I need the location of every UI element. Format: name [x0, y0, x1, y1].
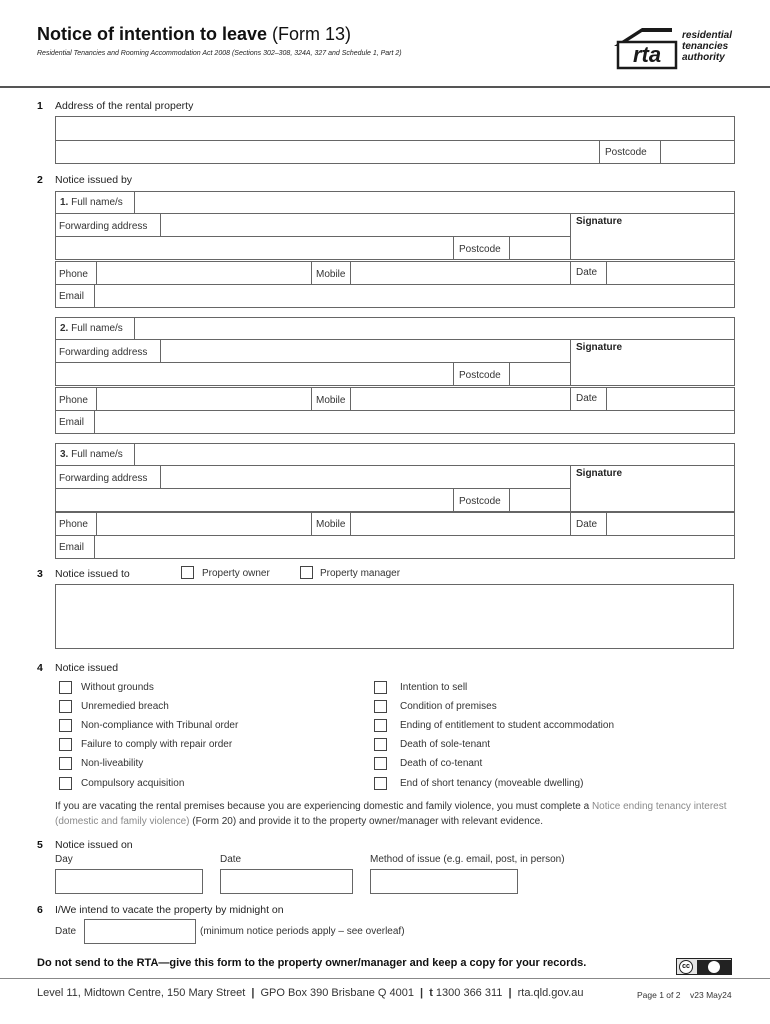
postcode-label: Postcode: [459, 370, 501, 381]
phone-input[interactable]: [97, 261, 311, 285]
day-input[interactable]: [55, 869, 203, 894]
section-6-number: 6: [37, 904, 43, 916]
date-label: Date: [576, 519, 598, 530]
footer-contact: Level 11, Midtown Centre, 150 Mary Street | GPO Box 390 Brisbane Q 4001 | t 1300 366 311 | rta.qld.gov.au: [37, 987, 584, 999]
section-5-title: Notice issued on: [55, 839, 133, 851]
mobile-input[interactable]: [351, 512, 570, 536]
person-number: 2.: [60, 323, 69, 334]
forwarding-label-cell: [55, 339, 161, 363]
footer-website-link[interactable]: rta.qld.gov.au: [517, 987, 584, 999]
cc-icon: cc: [679, 960, 693, 974]
postcode-label: Postcode: [459, 496, 501, 507]
date-input[interactable]: [607, 387, 735, 411]
dfv-note-text: If you are vacating the rental premises because you are experiencing domestic and family violence, you must complete a: [55, 801, 590, 812]
date-label-cell: [570, 261, 607, 285]
full-name-text: Full name/s: [71, 449, 123, 460]
recipient-details-input[interactable]: [55, 584, 734, 649]
signature-box[interactable]: [570, 465, 735, 512]
logo-line-2: tenancies: [682, 41, 729, 52]
person-block-1: [55, 191, 735, 308]
reason-label: Without grounds: [81, 682, 154, 693]
section-2-title: Notice issued by: [55, 174, 133, 186]
page-title: [37, 24, 351, 45]
postcode-input[interactable]: [661, 140, 735, 164]
postcode-cell: [453, 362, 510, 386]
property-owner-checkbox[interactable]: [181, 566, 194, 579]
mobile-label: Mobile: [316, 519, 346, 530]
logo-line-3: authority: [682, 52, 725, 63]
page-number: Page 1 of 2: [637, 990, 681, 1000]
date-label-cell: [570, 387, 607, 411]
full-name-label-cell: [55, 191, 135, 214]
reason-checkbox[interactable]: [374, 738, 387, 751]
title-bold: Notice of intention to leave: [37, 24, 268, 44]
property-owner-label: Property owner: [202, 568, 270, 579]
warning-text: Do not send to the RTA—give this form to the property owner/manager and keep a copy for your records.: [37, 957, 587, 969]
issue-date-input[interactable]: [220, 869, 353, 894]
person-number: 1.: [60, 197, 69, 208]
postcode-label: Postcode: [459, 244, 501, 255]
email-input[interactable]: [55, 410, 735, 434]
reason-checkbox[interactable]: [374, 777, 387, 790]
phone-label: Phone: [59, 395, 88, 406]
reason-label: Death of co-tenant: [400, 758, 483, 769]
mobile-label: Mobile: [316, 269, 346, 280]
full-name-input[interactable]: [55, 317, 735, 340]
reason-checkbox[interactable]: [59, 757, 72, 770]
phone-label: Phone: [59, 269, 88, 280]
by-icon: [708, 961, 720, 973]
form-20-link[interactable]: Notice ending: [591, 801, 654, 812]
notice-period-note: (minimum notice periods apply – see overleaf): [200, 926, 405, 937]
mobile-label-cell: [311, 512, 351, 536]
section-3-number: 3: [37, 568, 43, 580]
forwarding-address-label: Forwarding address: [59, 221, 148, 232]
postcode-cell: [453, 236, 510, 260]
reason-label: Intention to sell: [400, 682, 468, 693]
section-4-number: 4: [37, 662, 43, 674]
address-line-1-input[interactable]: [55, 116, 735, 141]
footer-phone: 1300 366 311: [435, 987, 503, 999]
issue-date-label: Date: [220, 854, 242, 865]
forwarding-address-label: Forwarding address: [59, 473, 148, 484]
dfv-note-text-end: (Form 20) and provide it to the property owner/manager with relevant evidence.: [192, 816, 544, 827]
reason-checkbox[interactable]: [374, 700, 387, 713]
phone-label-cell: [55, 261, 97, 285]
mobile-label-cell: [311, 387, 351, 411]
section-3-title: Notice issued to: [55, 568, 130, 580]
email-label: Email: [59, 542, 85, 553]
reason-checkbox[interactable]: [59, 719, 72, 732]
signature-label: Signature: [576, 468, 623, 479]
mobile-label: Mobile: [316, 395, 346, 406]
day-label: Day: [55, 854, 73, 865]
reason-checkbox[interactable]: [59, 681, 72, 694]
section-2-number: 2: [37, 174, 43, 186]
mobile-input[interactable]: [351, 387, 570, 411]
forwarding-label-cell: [55, 465, 161, 489]
full-name-label-cell: [55, 317, 135, 340]
phone-label-cell: [55, 387, 97, 411]
reason-label: Unremedied breach: [81, 701, 169, 712]
reason-checkbox[interactable]: [59, 777, 72, 790]
email-label-cell: [55, 410, 95, 434]
phone-label-cell: [55, 512, 97, 536]
forwarding-address-label: Forwarding address: [59, 347, 148, 358]
full-name-label: [60, 449, 123, 460]
full-name-text: Full name/s: [71, 323, 123, 334]
section-5-number: 5: [37, 839, 43, 851]
section-1-number: 1: [37, 100, 43, 112]
signature-label: Signature: [576, 342, 623, 353]
mobile-label-cell: [311, 261, 351, 285]
reason-checkbox[interactable]: [59, 700, 72, 713]
email-label-cell: [55, 284, 95, 308]
section-4-title: Notice issued: [55, 662, 119, 674]
reason-label: Death of sole-tenant: [400, 739, 491, 750]
forwarding-label-cell: [55, 213, 161, 237]
logo-line-1: residential: [682, 30, 733, 41]
reason-checkbox[interactable]: [374, 719, 387, 732]
form-20-link-continued[interactable]: tenancy interest (domestic and family violence): [55, 801, 727, 827]
reason-label: Condition of premises: [400, 701, 497, 712]
full-name-label: [60, 323, 123, 334]
person-number: 3.: [60, 449, 69, 460]
reason-checkbox[interactable]: [374, 757, 387, 770]
logo-mark-text: rta: [632, 42, 662, 67]
reason-label: Failure to comply with repair order: [81, 739, 233, 750]
method-label: Method of issue (e.g. email, post, in person): [370, 854, 565, 865]
phone-input[interactable]: [97, 387, 311, 411]
person-block-3: [55, 443, 735, 560]
postcode-cell: [453, 488, 510, 512]
property-manager-checkbox[interactable]: [300, 566, 313, 579]
email-input[interactable]: [55, 284, 735, 308]
footer-po-box: GPO Box 390 Brisbane Q 4001: [260, 987, 414, 999]
reason-label: Non-compliance with Tribunal order: [81, 720, 239, 731]
date-label: Date: [576, 393, 598, 404]
vacate-date-label: Date: [55, 926, 77, 937]
footer-phone-prefix: t: [429, 987, 433, 999]
date-label-cell: [570, 512, 607, 536]
property-manager-label: Property manager: [320, 568, 401, 579]
header-divider: [0, 86, 770, 88]
reason-checkbox[interactable]: [59, 738, 72, 751]
full-name-input[interactable]: [55, 191, 735, 214]
full-name-input[interactable]: [55, 443, 735, 466]
dfv-note: [55, 799, 745, 829]
vacate-date-input[interactable]: [84, 919, 196, 944]
reason-checkbox[interactable]: [374, 681, 387, 694]
method-input[interactable]: [370, 869, 518, 894]
signature-box[interactable]: [570, 339, 735, 386]
reason-label: End of short tenancy (moveable dwelling): [400, 778, 584, 789]
mobile-input[interactable]: [351, 261, 570, 285]
legislation-subtitle: Residential Tenancies and Rooming Accommodation Act 2008 (Sections 302–308, 324A, 327 and Schedule 1, Part 2): [37, 50, 402, 57]
full-name-text: Full name/s: [71, 197, 123, 208]
email-input[interactable]: [55, 535, 735, 559]
footer-address: Level 11, Midtown Centre, 150 Mary Street: [37, 987, 246, 999]
email-label-cell: [55, 535, 95, 559]
date-input[interactable]: [607, 261, 735, 285]
postcode-label-cell: [599, 140, 661, 164]
logo-wordmark: [682, 30, 732, 63]
date-label: Date: [576, 267, 598, 278]
date-input[interactable]: [607, 512, 735, 536]
title-form-number: (Form 13): [272, 24, 352, 44]
full-name-label: [60, 197, 123, 208]
creative-commons-badge: [676, 958, 732, 975]
section-1-title: Address of the rental property: [55, 100, 194, 112]
email-label: Email: [59, 291, 85, 302]
full-name-label-cell: [55, 443, 135, 466]
postcode-label: Postcode: [605, 147, 647, 158]
reason-label: Compulsory acquisition: [81, 778, 185, 789]
section-6-title: I/We intend to vacate the property by midnight on: [55, 904, 284, 916]
reason-label: Ending of entitlement to student accommodation: [400, 720, 615, 731]
person-block-2: [55, 317, 735, 434]
reason-label: Non-liveability: [81, 758, 144, 769]
phone-label: Phone: [59, 519, 88, 530]
cc-by-block: [697, 960, 731, 974]
signature-label: Signature: [576, 216, 623, 227]
phone-input[interactable]: [97, 512, 311, 536]
signature-box[interactable]: [570, 213, 735, 260]
footer-divider: [0, 978, 770, 979]
form-version: v23 May24: [690, 990, 732, 1000]
email-label: Email: [59, 417, 85, 428]
